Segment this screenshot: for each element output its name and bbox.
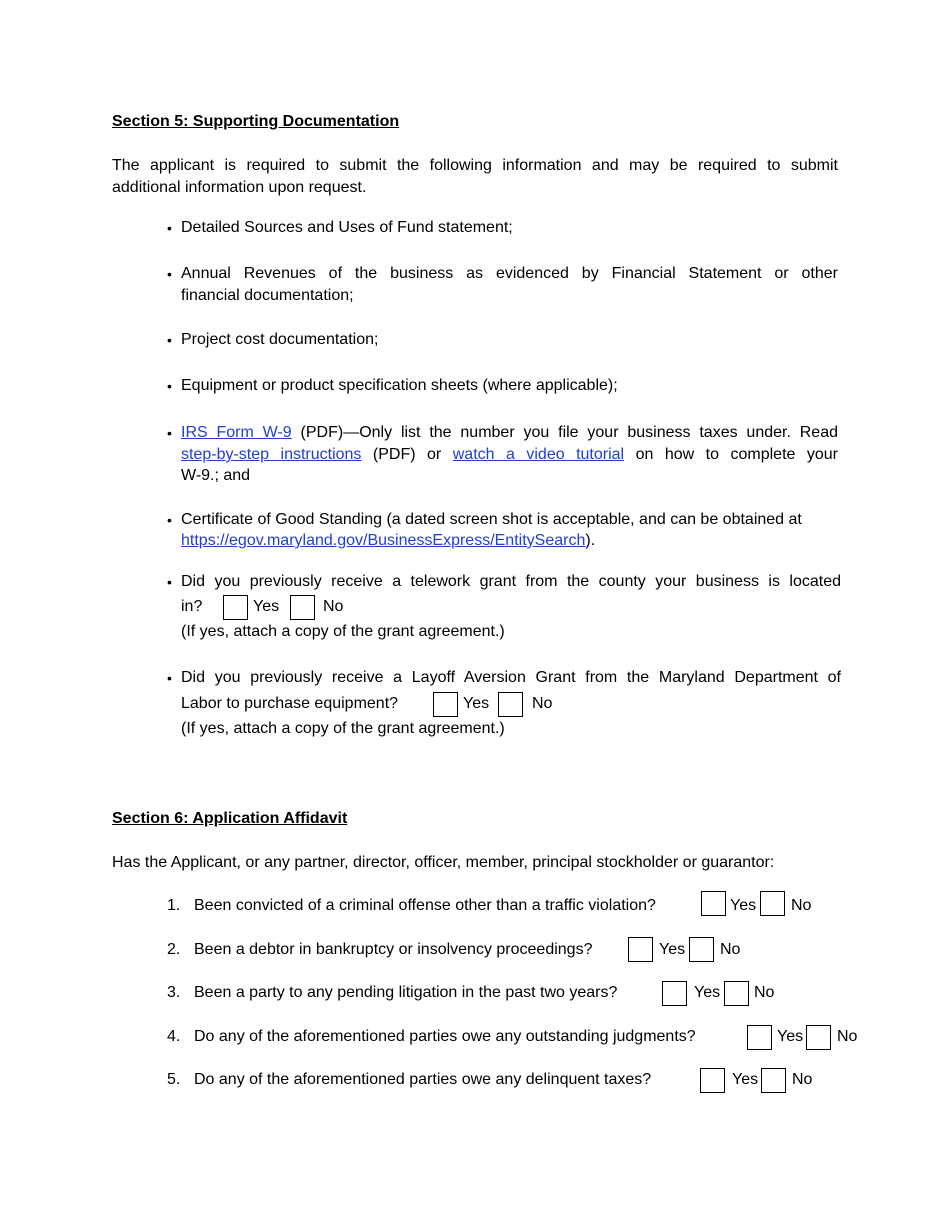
question-number: 4. [167,1028,181,1045]
q3-yes-checkbox[interactable] [662,981,687,1006]
good-standing-close: ). [585,532,596,549]
q1-no-label: No [791,897,812,914]
bullet-icon: • [167,574,172,590]
bullet-w9-line1 [181,423,838,443]
q4-no-label: No [837,1028,858,1045]
q5-yes-checkbox[interactable] [700,1068,725,1093]
question-text: Do any of the aforementioned parties owe any delinquent taxes? [194,1071,652,1088]
q2-no-label: No [720,941,741,958]
q4-yes-checkbox[interactable] [747,1025,772,1050]
w9-text-c: on how to complete your [624,446,839,463]
bullet-layoff-line1: Did you previously receive a Layoff Aversion Grant from the Maryland Department of [181,669,841,686]
bullet-w9-line2 [181,445,838,465]
section6-intro: Has the Applicant, or any partner, director, officer, member, principal stockholder or guarantor: [112,854,775,871]
bullet-icon: • [167,425,172,441]
bullet-annual-revenues-line1: Annual Revenues of the business as evidenced by Financial Statement or other [181,265,838,282]
q3-no-checkbox[interactable] [724,981,749,1006]
q1-no-checkbox[interactable] [760,891,785,916]
bullet-icon: • [167,266,172,282]
bullet-telework-line1: Did you previously receive a telework grant from the county your business is located [181,573,841,590]
bullet-equipment-specs: Equipment or product specification sheets (where applicable); [181,377,618,394]
bullet-icon: • [167,378,172,394]
question-text: Been a party to any pending litigation in the past two years? [194,984,618,1001]
w9-text-a: (PDF)—Only list the number you file your business taxes under. Read [291,424,839,441]
q5-no-checkbox[interactable] [761,1068,786,1093]
q2-yes-checkbox[interactable] [628,937,653,962]
bullet-good-standing-line1: Certificate of Good Standing (a dated screen shot is acceptable, and can be obtained at [181,511,802,528]
irs-form-w9-link[interactable]: IRS Form W-9 [181,424,292,441]
q3-yes-label: Yes [694,984,721,1001]
layoff-yes-label: Yes [463,695,490,712]
telework-no-label: No [323,598,344,615]
section6-heading: Section 6: Application Affidavit [112,810,348,827]
section5-intro-line2: additional information upon request. [112,179,367,196]
question-number: 3. [167,984,181,1001]
q1-yes-label: Yes [730,897,757,914]
q4-yes-label: Yes [777,1028,804,1045]
telework-yes-label: Yes [253,598,280,615]
bullet-good-standing-line2 [181,531,595,551]
telework-note: (If yes, attach a copy of the grant agreement.) [181,623,505,640]
bullet-icon: • [167,512,172,528]
bullet-icon: • [167,332,172,348]
w9-text-b: (PDF) or [361,446,453,463]
layoff-question-prefix: Labor to purchase equipment? [181,695,399,712]
bullet-annual-revenues-line2: financial documentation; [181,287,354,304]
bullet-icon: • [167,670,172,686]
q2-no-checkbox[interactable] [689,937,714,962]
question-number: 2. [167,941,181,958]
question-text: Been convicted of a criminal offense other than a traffic violation? [194,897,656,914]
entity-search-link[interactable]: https://egov.maryland.gov/BusinessExpress/EntitySearch [181,532,586,549]
layoff-no-checkbox[interactable] [498,692,523,717]
question-text: Do any of the aforementioned parties owe any outstanding judgments? [194,1028,696,1045]
q1-yes-checkbox[interactable] [701,891,726,916]
question-number: 1. [167,897,181,914]
telework-question-prefix: in? [181,598,203,615]
bullet-project-cost: Project cost documentation; [181,331,379,348]
q5-yes-label: Yes [732,1071,759,1088]
telework-yes-checkbox[interactable] [223,595,248,620]
question-number: 5. [167,1071,181,1088]
q5-no-label: No [792,1071,813,1088]
bullet-icon: • [167,220,172,236]
q2-yes-label: Yes [659,941,686,958]
q3-no-label: No [754,984,775,1001]
video-tutorial-link[interactable]: watch a video tutorial [452,446,625,463]
bullet-w9-line3: W-9.; and [181,467,251,484]
telework-no-checkbox[interactable] [290,595,315,620]
question-text: Been a debtor in bankruptcy or insolvency proceedings? [194,941,593,958]
bullet-sources-uses: Detailed Sources and Uses of Fund statement; [181,219,513,236]
step-by-step-link[interactable]: step-by-step instructions [181,446,362,463]
section5-intro-line1: The applicant is required to submit the following information and may be required to submit [112,157,838,174]
layoff-yes-checkbox[interactable] [433,692,458,717]
layoff-no-label: No [532,695,553,712]
section5-heading: Section 5: Supporting Documentation [112,113,400,130]
q4-no-checkbox[interactable] [806,1025,831,1050]
layoff-note: (If yes, attach a copy of the grant agreement.) [181,720,505,737]
